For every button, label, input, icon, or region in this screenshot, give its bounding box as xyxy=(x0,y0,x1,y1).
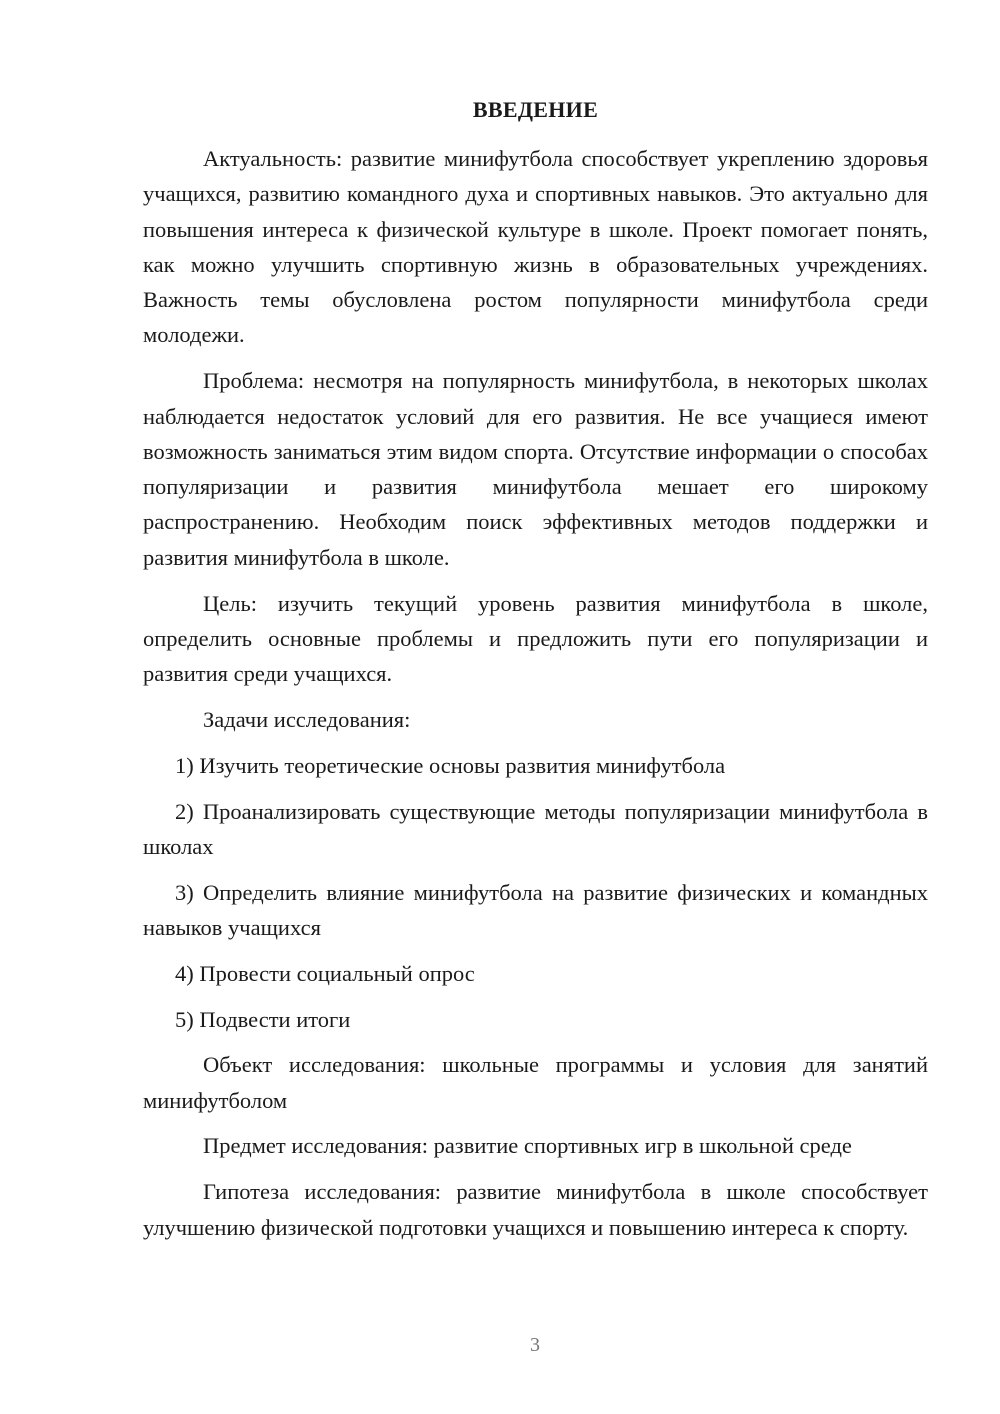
paragraph-hypothesis: Гипотеза исследования: развитие минифутбола в школе способствует улучшению физической подготовки учащихся и повышению интереса к спорту. xyxy=(143,1179,928,1240)
paragraph-goal: Цель: изучить текущий уровень развития минифутбола в школе, определить основные проблемы и предложить пути его популяризации и развития среди учащихся. xyxy=(143,590,928,687)
task-item-4: 4) Провести социальный опрос xyxy=(175,960,475,986)
paragraph-object: Объект исследования: школьные программы и условия для занятий минифутболом xyxy=(143,1052,928,1113)
paragraph-tasks-heading: Задачи исследования: xyxy=(203,706,411,732)
task-item-2: 2) Проанализировать существующие методы популяризации минифутбола в школах xyxy=(143,798,928,859)
task-item-3: 3) Определить влияние минифутбола на развитие физических и командных навыков учащихся xyxy=(143,879,928,940)
paragraph-subject: Предмет исследования: развитие спортивных игр в школьной среде xyxy=(203,1133,852,1159)
page-title: ВВЕДЕНИЕ xyxy=(472,97,599,122)
task-item-5: 5) Подвести итоги xyxy=(175,1006,351,1032)
task-item-1: 1) Изучить теоретические основы развития минифутбола xyxy=(175,752,726,778)
page-number: 3 xyxy=(530,1334,540,1356)
paragraph-relevance: Актуальность: развитие минифутбола способствует укреплению здоровья учащихся, развитию командного духа и спортивных навыков. Это актуально для повышения интереса к физической культуре в школе. Проект помогает понять, как можно улучшить спортивную жизнь в образовательных учреждениях. Важность темы обусловлена ростом популярности минифутбола среди молодежи. xyxy=(143,146,928,348)
paragraph-problem: Проблема: несмотря на популярность минифутбола, в некоторых школах наблюдается недостаток условий для его развития. Не все учащиеся имеют возможность заниматься этим видом спорта. Отсутствие информации о способах популяризации и развития минифутбола мешает его широкому распространению. Необходим поиск эффективных методов поддержки и развития минифутбола в школе. xyxy=(143,368,928,570)
document-page xyxy=(143,92,928,1245)
